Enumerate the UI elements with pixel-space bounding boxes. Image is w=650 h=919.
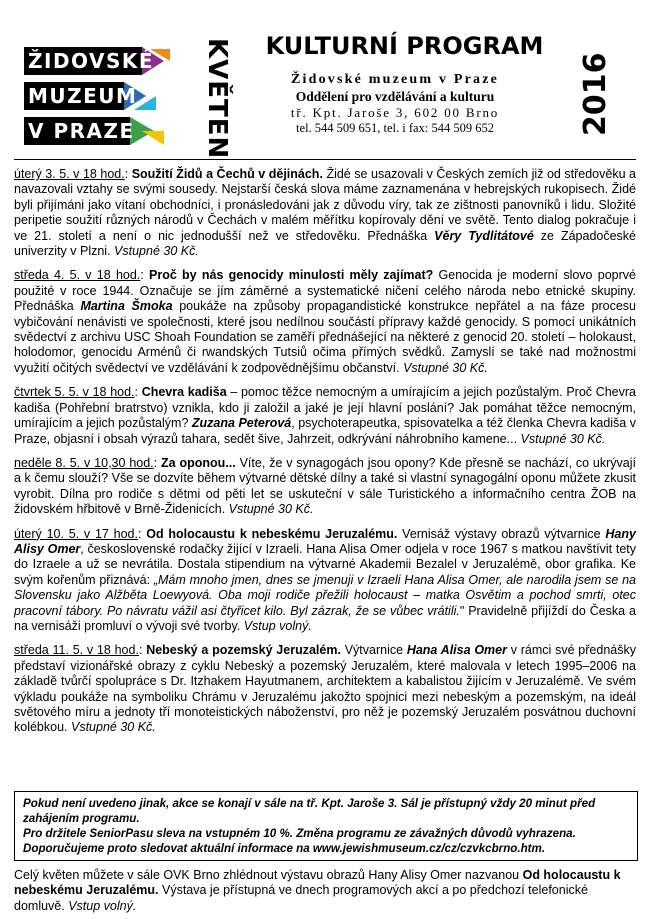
footer-entry: Vstup volný. <box>68 898 137 913</box>
logo-line-1: ŽIDOVSKÉ <box>24 47 154 75</box>
event-entry: Vstupné 30 Kč. <box>403 360 488 375</box>
notice-website: Doporučujeme proto sledovat aktuální informace na www.jewishmuseum.cz/cz/czvkcbrno.htm. <box>23 842 546 855</box>
event-title: Za oponou... <box>161 455 236 470</box>
event-title: Proč by nás genocidy minulosti měly zajímat? <box>149 268 434 283</box>
event-speaker: Věry Tydlitátové <box>434 228 534 243</box>
event-list <box>14 167 636 745</box>
event-title: Soužití Židů a Čechů v dějinách. <box>131 167 323 181</box>
event-text: Výtvarnice <box>340 643 407 658</box>
address: tř. Kpt. Jaroše 3, 602 00 Brno <box>290 105 500 120</box>
footer-text: Celý květen můžete v sále OVK Brno zhlédnout výstavu obrazů Hany Alisy Omer nazvanou <box>14 868 523 882</box>
event-text: Židé se usazovali v Českých zemích již od středověku a navazovali vztahy se svými sousedy. Nejstarší česká slova máme zaznamenána v hebrejských rukopisech. Židé byli přijímáni jako vítaní obchodníci, i pronásledováni jak z důvodu víry, tak ze zištnosti panovníků i lidu. Složité peripetie soužití různých národů v Čechách v malém měřítku kopírovaly dění ve světě. Tento dialog pokračuje i ve 21. století a není o nic jednodušší než ve středověku. Přednáška <box>14 167 636 243</box>
event-entry: Vstup volný. <box>243 618 312 633</box>
page-title: KULTURNÍ PROGRAM <box>265 32 544 60</box>
notice-venue: Pokud není uvedeno jinak, akce se konají v sále na tř. Kpt. Jaroše 3. Sál je přístupný vždy 20 minut před zahájením programu. <box>23 797 596 825</box>
event-speaker: Hany Alisy Omer <box>14 526 636 556</box>
event-text: – pomoc těžce nemocným a umírajícím a jejich pozůstalým. Proč Chevra kadiša (Pohřební bratrstvo) vznikla, kdo ji založil a jaké je její hlavní poslání? Jak pomáhat těžce nemocným, umírajícím a jejich pozůstalým? <box>14 385 636 431</box>
event-title: Chevra kadiša <box>141 385 227 400</box>
event-text: , psychoterapeutka, spisovatelka a též členka Chevra kadiša v Praze, objasní i obsah výrazů tahara, sedět šive, Jahrzeit, odkrývání náhrobního kamene... <box>14 416 637 446</box>
event-text: Vernisáž výstavy obrazů výtvarnice <box>397 526 606 541</box>
event-item: čtvrtek 5. 5. v 18 hod.: Chevra kadiša – pomoc těžce nemocným a umírajícím a jejich pozůstalým. Proč Chevra kadiša (Pohřební bratrstvo) vznikla, kdo ji založil a jaké je její hlavní poslání? Jak pomáhat těžce nemocným, umírajícím a jejich pozůstalým? Zuzana Peterová, psychoterapeutka, spisovatelka a též členka Chevra kadiša v Praze, objasní i obsah výrazů tahara, sedět šive, Jahrzeit, odkrývání náhrobního kamene... Vstupné 30 Kč. <box>14 385 637 446</box>
event-text: ze Západočeské univerzity v Plzni. <box>14 228 637 259</box>
event-entry: Vstupné 30 Kč. <box>228 502 314 517</box>
event-date: středa 4. 5. v 18 hod. <box>14 268 141 283</box>
event-date: středa 11. 5. v 18 hod. <box>14 643 139 658</box>
department-name: Oddělení pro vzdělávání a kulturu <box>295 89 495 104</box>
event-item: středa 4. 5. v 18 hod.: Proč by nás genocidy minulosti měly zajímat? Genocida je moderní slovo poprvé použité v roce 1944. Označuje se jím záměrné a systematické ničení celého národa nebo etnické skupiny. Přednáška Martina Šmoka poukáže na způsoby propagandistické konstrukce nepřátel a na fáze procesu vybičování nenávisti ve společnosti, které jsou nedílnou součástí přípravy každé genocidy. S pomocí unikátních svědectví z archivu USC Shoah Foundation se zaměří přednášející na některé z genocid 20. století – holokaust, holodomor, genocidu Arménů či rwandských Tutsiů očima přímých svědků. Zamyslí se také nad možnostmi využití očitých svědectví ve vzdělávání k zodpovědnějšímu občanství. Vstupné 30 Kč. <box>14 268 636 375</box>
event-date: neděle 8. 5. v 10,30 hod. <box>14 455 154 470</box>
event-title: Nebeský a pozemský Jeruzalém. <box>146 643 341 658</box>
year-label: 2016 <box>578 52 613 136</box>
event-text: " Pravidelně přijíždí do Česka a na vernisáži promluví o vývoji své tvorby. <box>14 603 636 633</box>
organization-name: Židovské muzeum v Praze <box>290 72 500 87</box>
event-text: poukáže na způsoby propagandistické konstrukce nepřátel a na fáze procesu vybičování nenávisti ve společnosti, které jsou nedílnou součástí přípravy každé genocidy. S pomocí unikátních svědectví z archivu USC Shoah Foundation se zaměří přednášející na některé z genocid 20. století – holokaust, holodomor, genocidu Arménů či rwandských Tutsiů očima přímých svědků. Zamyslí se také nad možnostmi využití očitých svědectví ve vzdělávání k zodpovědnějšímu občanství. <box>14 299 636 375</box>
event-text: Genocida je moderní slovo poprvé použité v roce 1944. Označuje se jím záměrné a systematické ničení celého národa nebo etnické skupiny. Přednáška <box>14 268 636 314</box>
logo-triangle-yellow <box>142 131 164 145</box>
footer-text: Výstava je přístupná ve dnech programových akcí a po předchozí telefonické domluvě. <box>14 883 588 913</box>
notice-box <box>14 791 638 861</box>
event-text: , československé rodačky žijící v Izraeli. Hana Alisa Omer odjela v roce 1967 s matkou navštívit tety do Izraele a už se nevrátila. Dostala stipendium na výtvarné Akademii Bezalel v Jeruzalémě, obor grafika. Ke svým kořenům přiznává: <box>14 541 636 587</box>
event-text: v rámci své přednášky představí vizionářské obrazy z cyklu Nebeský a pozemský Jeruzalém, které malovala v letech 1995–2006 na základě tvůrčí spolupráce s Dr. Itzhakem Hayutmanem, architektem a kabalistou žijícím v Jeruzalémě. Ve svém výkladu poukáže na symboliku Chrámu v Jeruzalému jakožto spojnici mezi nebeským a pozemským, na ideál světového míru a jednoty tří monoteistických náboženství, pro něž je pozemský Jeruzalém posvátnou duchovní kolébkou. <box>14 643 636 735</box>
event-speaker: Hana Alisa Omer <box>406 643 507 658</box>
event-item: středa 11. 5. v 18 hod.: Nebeský a pozemský Jeruzalém. Výtvarnice Hana Alisa Omer v rámci své přednášky představí vizionářské obrazy z cyklu Nebeský a pozemský Jeruzalém, které malovala v letech 1995–2006 na základě tvůrčí spolupráce s Dr. Itzhakem Hayutmanem, architektem a kabalistou žijícím v Jeruzalémě. Ve svém výkladu poukáže na symboliku Chrámu v Jeruzalému jakožto spojnici mezi nebeským a pozemským, na ideál světového míru a jednoty tří monoteistických náboženství, pro něž je pozemský Jeruzalém posvátnou duchovní kolébkou. Vstupné 30 Kč. <box>14 643 636 735</box>
event-speaker: Martina Šmoka <box>80 299 173 314</box>
event-date: čtvrtek 5. 5. v 18 hod. <box>14 385 135 400</box>
phone-numbers: tel. 544 509 651, tel. i fax: 544 509 652 <box>296 121 494 135</box>
event-item: neděle 8. 5. v 10,30 hod.: Za oponou... Víte, že v synagogách jsou opony? Kde přesně se nachází, co ukrývají a k čemu slouží? Vše se dozvíte během výtvarné dětské dílny a také si vlastní synagogální oponu můžete zkusit vyrobit. Dílna pro rodiče s dětmi od pěti let se uskuteční v sále Turistického a informačního centra ŽOB na židovském hřbitově v Brně-Židenicích. Vstupné 30 Kč. <box>14 455 636 517</box>
logo-line-2: MUZEUM <box>24 82 137 110</box>
logo-line-3: V PRAZE <box>24 117 135 145</box>
footer-exhibition-title: Od holocaustu k nebeskému Jeruzalému. <box>14 868 621 898</box>
event-entry: Vstupné 30 Kč. <box>114 244 199 259</box>
event-title: Od holocaustu k nebeskému Jeruzalému. <box>146 526 398 541</box>
event-item: úterý 10. 5. v 17 hod.: Od holocaustu k nebeskému Jeruzalému. Vernisáž výstavy obrazů výtvarnice Hany Alisy Omer, československé rodačky žijící v Izraeli. Hana Alisa Omer odjela v roce 1967 s matkou navštívit tety do Izraele a už se nevrátila. Dostala stipendium na výtvarné Akademii Bezalel v Jeruzalémě, obor grafika. Ke svým kořenům přiznává: „Mám mnoho jmen, dnes se jmenuji v Izraeli Hana Alisa Omer, ale narodila jsem se na Slovensku jako Alžběta Loewyová. Oba moji rodiče přežili holocaust – matka Osvětim a pochod smrti, otec pracovní tábory. Po návratu vážil asi čtyřicet kilo. Byl zázrak, že se vůbec vrátili." Pravidelně přijíždí do Česka a na vernisáži promluví o vývoji své tvorby. Vstup volný. <box>14 526 636 633</box>
event-speaker: Zuzana Peterová <box>191 416 292 431</box>
event-date: úterý 10. 5. v 17 hod. <box>14 526 138 541</box>
event-quote: „Mám mnoho jmen, dnes se jmenuji v Izraeli Hana Alisa Omer, ale narodila jsem se na Slovensku jako Alžběta Loewyová. Oba moji rodiče přežili holocaust – matka Osvětim a pochod smrti, otec pracovní tábory. Po návratu vážil asi čtyřicet kilo. Byl zázrak, že se vůbec vrátili. <box>14 572 636 618</box>
month-label: KVĚTEN <box>202 38 232 160</box>
logo-triangle-cyan <box>134 96 156 110</box>
event-date: úterý 3. 5. v 18 hod. <box>14 167 125 181</box>
event-item: úterý 3. 5. v 18 hod.: Soužití Židů a Čechů v dějinách. Židé se usazovali v Českých zemích již od středověku a navazovali vztahy se svými sousedy. Nejstarší česká slova máme zaznamenána v hebrejských rukopisech. Židé byli přijímáni jako vítaní obchodníci, i pronásledováni jak z důvodu víry, tak ze zištnosti panovníků i lidu. Složité peripetie soužití různých národů v Čechách v malém měřítku kopírovaly dění ve světě. Tento dialog pokračuje i ve 21. století a není o nic jednodušší než ve středověku. Přednáška Věry Tydlitátové ze Západočeské univerzity v Plzni. Vstupné 30 Kč. <box>14 167 637 259</box>
exhibition-note <box>14 868 636 914</box>
event-text: Víte, že v synagogách jsou opony? Kde přesně se nachází, co ukrývají a k čemu slouží? Vše se dozvíte během výtvarné dětské dílny a také si vlastní synagogální oponu můžete zkusit vyrobit. Dílna pro rodiče s dětmi od pěti let se uskuteční v sále Turistického a informačního centra ŽOB na židovském hřbitově v Brně-Židenicích. <box>14 455 636 517</box>
header-divider <box>14 159 636 160</box>
event-entry: Vstupné 30 Kč. <box>70 720 156 735</box>
event-entry: Vstupné 30 Kč. <box>520 431 606 446</box>
notice-discount: Pro držitele SeniorPasu sleva na vstupném 10 %. Změna programu ze závažných důvodů vyhrazena. <box>23 827 576 840</box>
museum-logo <box>24 47 174 145</box>
